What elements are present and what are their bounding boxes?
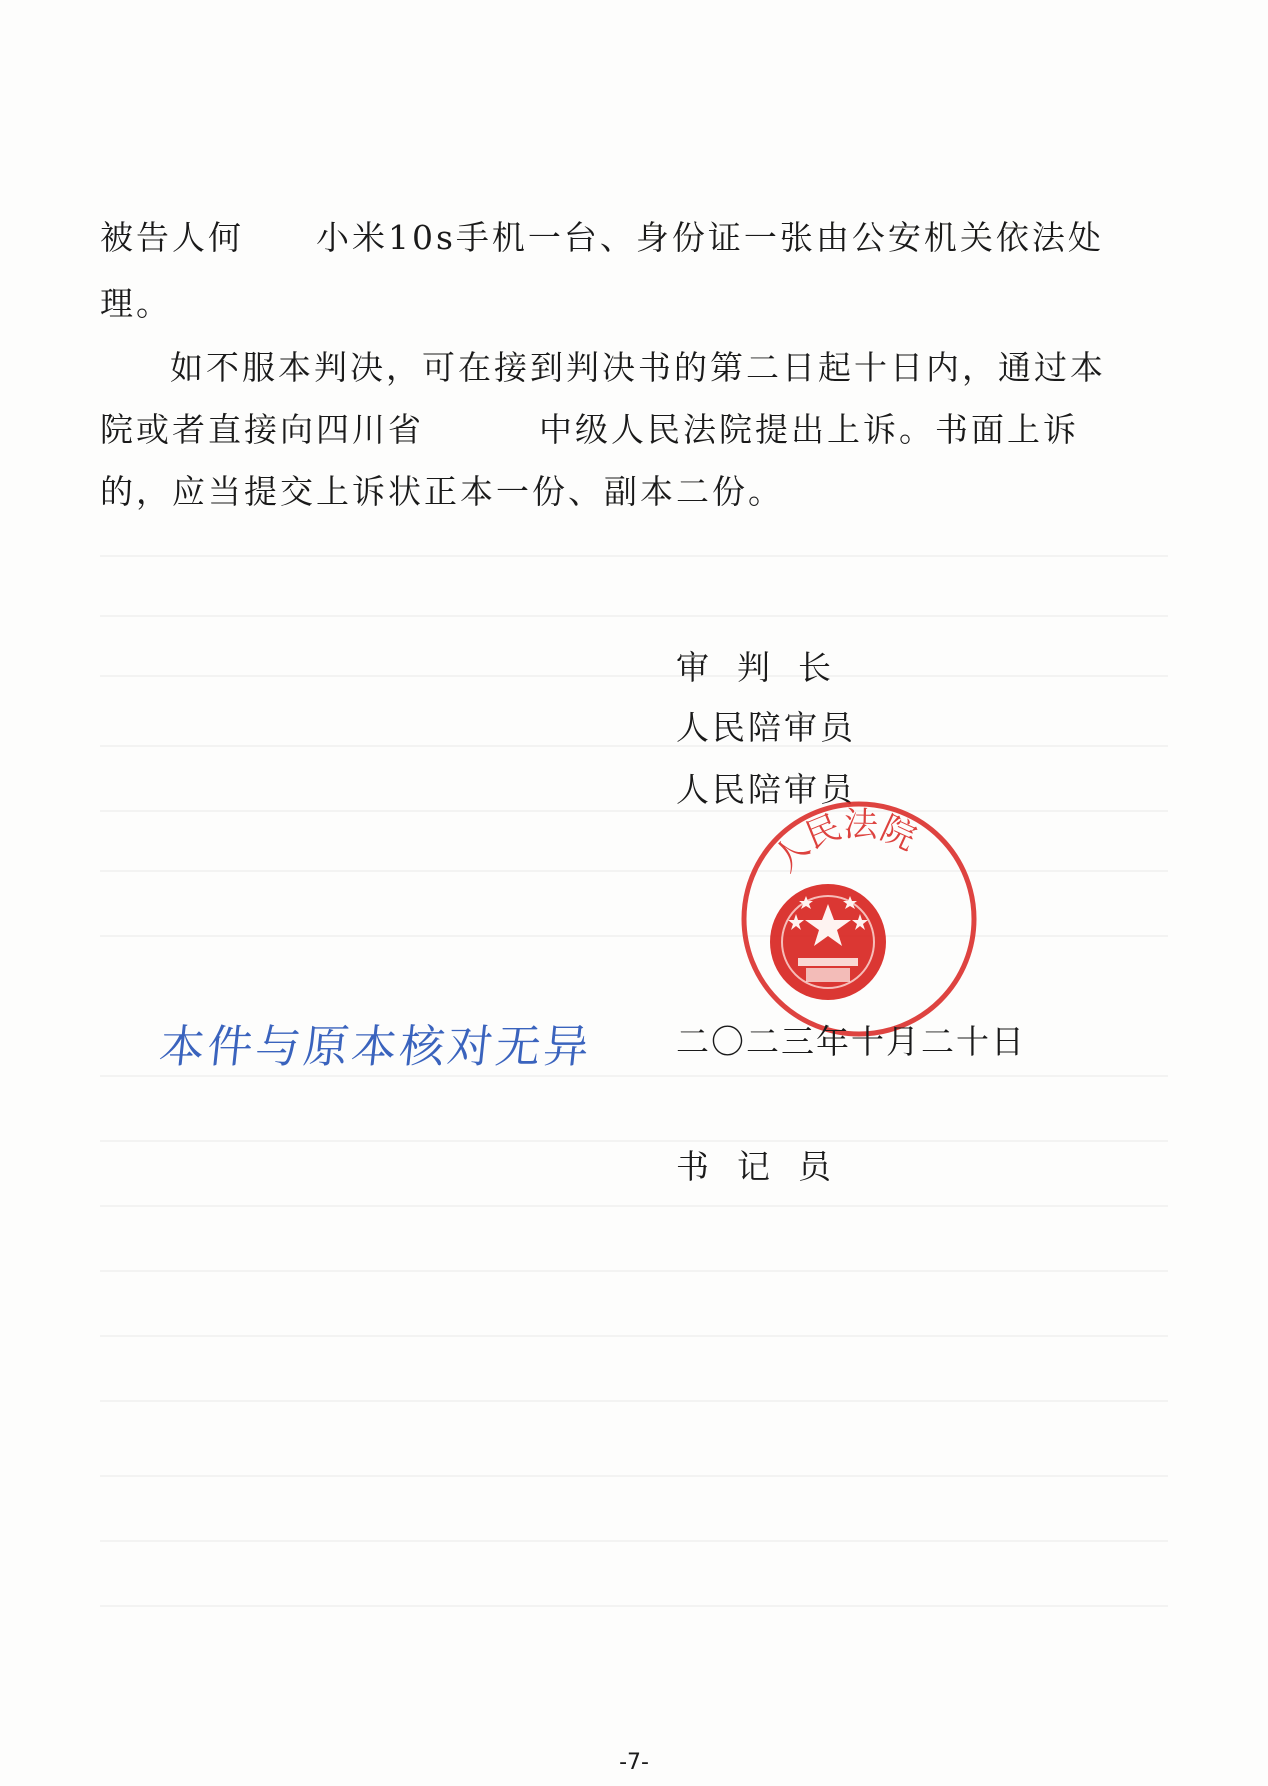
body-line-4-start: 院或者直接向四川省	[100, 410, 424, 449]
body-line-4-end: 中级人民法院提出上诉。书面上诉	[539, 410, 1079, 449]
clerk-label: 书记员	[676, 1147, 859, 1186]
juror-1-label: 人民陪审员	[676, 708, 856, 747]
svg-text:人民法院	[765, 805, 922, 880]
copy-verification-stamp: 本件与原本核对无异	[156, 1020, 595, 1073]
judgment-date: 二〇二三年十月二十日	[676, 1022, 1026, 1061]
body-line-1-end: 小米10s手机一台、身份证一张由公安机关依法处	[316, 218, 1104, 257]
body-line-4	[100, 410, 1079, 450]
body-line-2: 理。	[100, 284, 172, 323]
juror-2-label: 人民陪审员	[676, 770, 856, 809]
body-line-5: 的，应当提交上诉状正本一份、副本二份。	[100, 472, 784, 511]
presiding-judge-label: 审判长	[676, 648, 859, 687]
court-seal-icon	[736, 796, 982, 1042]
body-line-1-start: 被告人何	[100, 218, 244, 257]
body-line-3: 如不服本判决，可在接到判决书的第二日起十日内，通过本	[170, 348, 1106, 387]
body-line-1	[100, 218, 1104, 258]
page-number: -7-	[619, 1750, 649, 1775]
court-seal-text: 人民法院	[765, 804, 922, 880]
